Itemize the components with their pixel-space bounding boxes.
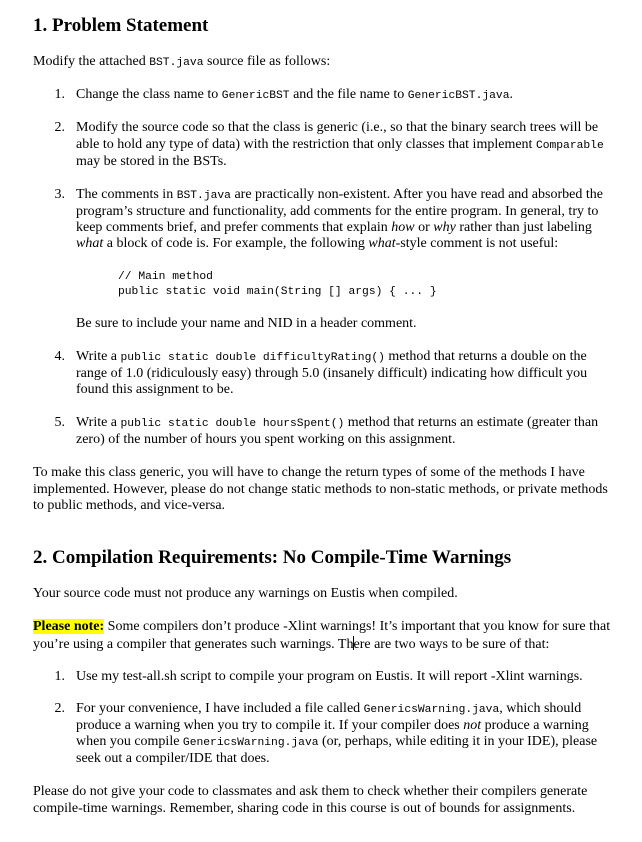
item-text: when you compile bbox=[76, 734, 183, 749]
note-highlight: Please note: bbox=[33, 619, 105, 634]
item-emphasis: what bbox=[76, 236, 104, 251]
item-text: or bbox=[414, 220, 434, 235]
item-text: method that returns a double on the bbox=[384, 349, 587, 364]
note-text: you’re using a compiler that generates such warnings. Th bbox=[33, 637, 354, 652]
item-text: a block of code is. For example, the following bbox=[103, 236, 369, 251]
item-line bbox=[76, 718, 589, 734]
paragraph-line: compile-time warnings. Remember, sharing code in this course is out of bounds for assignments. bbox=[33, 801, 576, 816]
item-code: BST.java bbox=[176, 190, 231, 202]
item-text: -style comment is not useful: bbox=[395, 236, 559, 251]
item-line bbox=[76, 220, 592, 236]
item-line bbox=[76, 349, 587, 366]
item-text: and the file name to bbox=[289, 87, 408, 102]
paragraph-line: Please do not give your code to classmates and ask them to check whether their compilers generate bbox=[33, 784, 588, 799]
item-line bbox=[76, 187, 603, 204]
item-text: produce a warning when you try to compile it. If your compiler does bbox=[76, 718, 464, 733]
item-code: GenericBST.java bbox=[407, 90, 510, 102]
note-text: ere are two ways to be sure of that: bbox=[353, 637, 550, 652]
item-text: The comments in bbox=[76, 187, 177, 202]
item-line: seek out a compiler/IDE that does. bbox=[76, 751, 270, 766]
paragraph-line: implemented. However, please do not change static methods to non-static methods, or private methods bbox=[33, 482, 608, 497]
item-text: Write a bbox=[76, 415, 121, 430]
item-number: 2. bbox=[54, 120, 65, 135]
item-code: GenericBST bbox=[221, 90, 290, 102]
item-code: GenericsWarning.java bbox=[182, 737, 319, 749]
code-sample-main: public static void main(String [] args) { ... } bbox=[118, 286, 437, 298]
item-code: Comparable bbox=[535, 140, 604, 152]
item-line: Be sure to include your name and NID in a header comment. bbox=[76, 316, 417, 331]
item-text: produce a warning bbox=[481, 718, 589, 733]
item-text: able to hold any type of data) with the restriction that only classes that implement bbox=[76, 137, 536, 152]
section-1-heading: 1. Problem Statement bbox=[33, 15, 209, 36]
paragraph-line: To make this class generic, you will have to change the return types of some of the methods I have bbox=[33, 465, 585, 480]
item-line: range of 1.0 (ridiculously easy) through 5.0 (insanely difficult) indicating how difficult you bbox=[76, 366, 588, 381]
item-text: , which should bbox=[499, 701, 582, 716]
section-2-intro: Your source code must not produce any warnings on Eustis when compiled. bbox=[33, 586, 458, 601]
item-number: 4. bbox=[54, 349, 65, 364]
item-line bbox=[76, 236, 558, 252]
item-line: Use my test-all.sh script to compile your program on Eustis. It will report -Xlint warnings. bbox=[76, 669, 583, 684]
item-text: Change the class name to bbox=[76, 87, 222, 102]
item-line: Modify the source code so that the class is generic (i.e., so that the binary search trees will be bbox=[76, 120, 599, 135]
item-line: may be stored in the BSTs. bbox=[76, 154, 227, 169]
item-text: keep comments brief, and prefer comments that explain bbox=[76, 220, 392, 235]
intro-text: Modify the attached bbox=[33, 54, 150, 69]
item-text: (or, perhaps, while editing it in your IDE), please bbox=[318, 734, 598, 749]
item-text: are practically non-existent. After you have read and absorbed the bbox=[230, 187, 603, 202]
list-item-rename bbox=[76, 87, 513, 104]
intro-code: BST.java bbox=[149, 57, 204, 69]
item-emphasis: how bbox=[391, 220, 415, 235]
item-number: 1. bbox=[54, 87, 65, 102]
item-text: method that returns an estimate (greater than bbox=[344, 415, 599, 430]
item-text: For your convenience, I have included a file called bbox=[76, 701, 364, 716]
item-emphasis: why bbox=[433, 220, 456, 235]
section-2-heading: 2. Compilation Requirements: No Compile-Time Warnings bbox=[33, 547, 512, 568]
item-number: 1. bbox=[54, 669, 65, 684]
item-number: 5. bbox=[54, 415, 65, 430]
item-code: public static double hoursSpent() bbox=[120, 418, 345, 430]
note-text: Some compilers don’t produce -Xlint warnings! It’s important that you know for sure that bbox=[104, 619, 611, 634]
item-line: found this assignment to be. bbox=[76, 382, 234, 397]
note-line bbox=[33, 636, 549, 653]
code-sample-comment: // Main method bbox=[118, 271, 213, 283]
item-code: public static double difficultyRating() bbox=[120, 352, 385, 364]
item-line bbox=[76, 734, 597, 751]
note-line bbox=[33, 619, 610, 635]
item-line bbox=[76, 415, 598, 432]
item-line: program’s structure and functionality, add comments for the entire program. In general, try to bbox=[76, 204, 599, 219]
item-text: . bbox=[509, 87, 513, 102]
item-text: rather than just labeling bbox=[455, 220, 592, 235]
item-line: zero) of the number of hours you spent working on this assignment. bbox=[76, 432, 456, 447]
item-emphasis: not bbox=[463, 718, 482, 733]
section-1-intro bbox=[33, 54, 330, 71]
item-number: 3. bbox=[54, 187, 65, 202]
item-line bbox=[76, 137, 604, 154]
item-text: Write a bbox=[76, 349, 121, 364]
intro-text-end: source file as follows: bbox=[203, 54, 331, 69]
item-number: 2. bbox=[54, 701, 65, 716]
paragraph-line: to public methods, and vice-versa. bbox=[33, 498, 226, 513]
item-emphasis: what bbox=[368, 236, 396, 251]
item-line bbox=[76, 701, 581, 718]
item-code: GenericsWarning.java bbox=[363, 704, 500, 716]
